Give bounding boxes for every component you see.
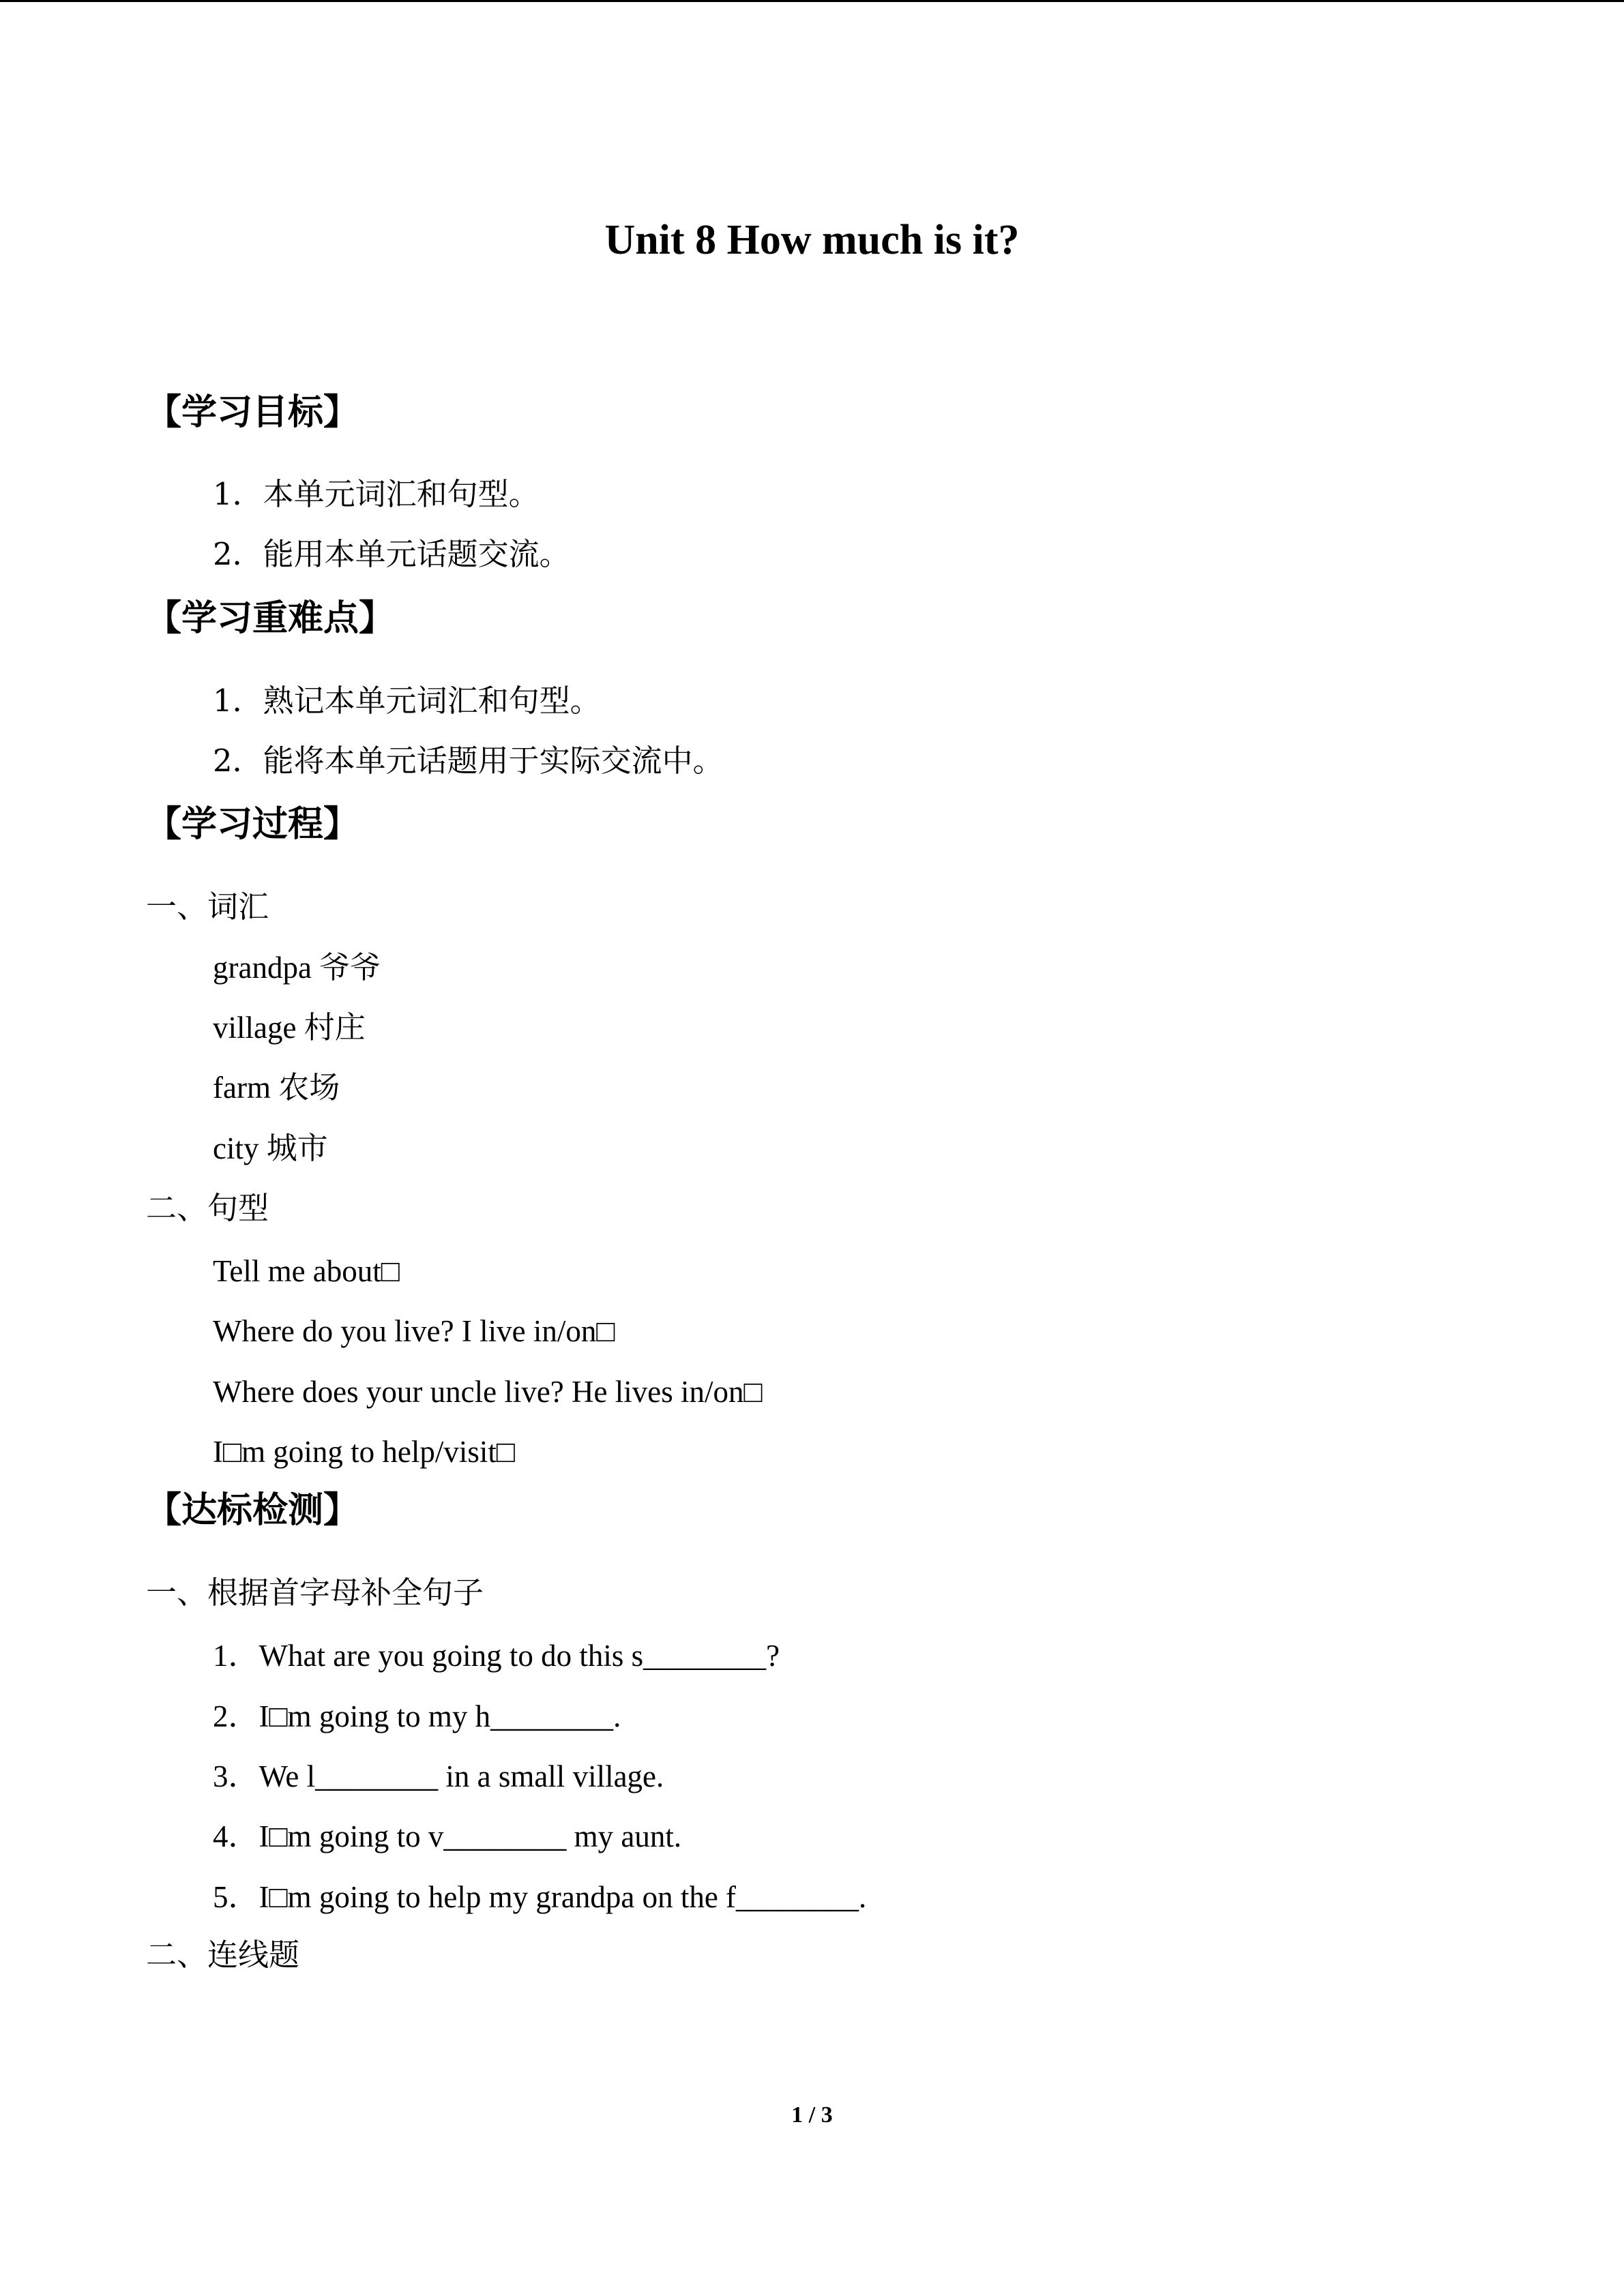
exercise-item: 3．We l________ in a small village. <box>213 1759 664 1793</box>
vocab-item: grandpa 爷爷 <box>213 951 381 985</box>
key-point-item: 2．能将本单元话题用于实际交流中。 <box>213 743 724 779</box>
top-rule <box>0 0 1624 2</box>
exercise-item: 5．I□m going to help my grandpa on the f________. <box>213 1880 867 1914</box>
goal-item: 2．能用本单元话题交流。 <box>213 536 570 572</box>
exercise-label-matching: 二、连线题 <box>146 1937 300 1973</box>
vocab-item: city 城市 <box>213 1131 328 1165</box>
exercise-item: 1．What are you going to do this s________? <box>213 1639 780 1673</box>
sentence-item: I□m going to help/visit□ <box>213 1435 516 1469</box>
vocab-label: 一、词汇 <box>146 889 269 925</box>
vocab-item: farm 农场 <box>213 1071 340 1105</box>
page-number: 1 / 3 <box>791 2102 833 2128</box>
section-heading-goals: 【学习目标】 <box>146 392 359 433</box>
section-heading-process: 【学习过程】 <box>146 804 359 845</box>
exercise-item: 2．I□m going to my h________. <box>213 1699 621 1733</box>
page-title: Unit 8 How much is it? <box>604 217 1020 263</box>
sentence-item: Where does your uncle live? He lives in/on□ <box>213 1375 763 1409</box>
exercise-item: 4．I□m going to v________ my aunt. <box>213 1819 682 1853</box>
section-heading-key-points: 【学习重难点】 <box>146 598 395 639</box>
sentence-label: 二、句型 <box>146 1190 269 1226</box>
exercise-label-fill-in: 一、根据首字母补全句子 <box>146 1575 484 1611</box>
sentence-item: Tell me about□ <box>213 1254 400 1288</box>
section-heading-check: 【达标检测】 <box>146 1490 359 1531</box>
vocab-item: village 村庄 <box>213 1011 366 1045</box>
key-point-item: 1．熟记本单元词汇和句型。 <box>213 683 601 719</box>
goal-item: 1．本单元词汇和句型。 <box>213 476 540 512</box>
sentence-item: Where do you live? I live in/on□ <box>213 1314 615 1348</box>
